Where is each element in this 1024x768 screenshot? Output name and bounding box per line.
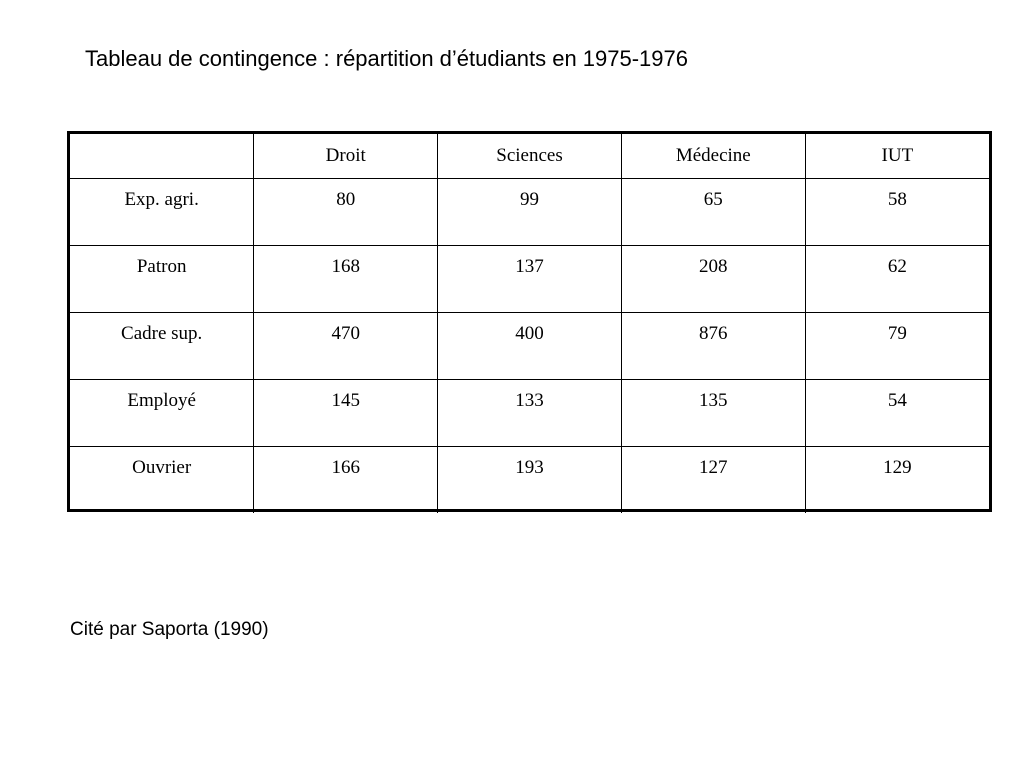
table-cell: 135 [621,379,805,446]
table-cell: 127 [621,446,805,513]
table-cell: 166 [254,446,438,513]
table-cell: 80 [254,178,438,245]
row-header: Employé [70,379,254,446]
table-cell: 208 [621,245,805,312]
table-row [70,446,989,513]
table-cell: 470 [254,312,438,379]
table-row [70,379,989,446]
table-row [70,245,989,312]
table-cell: 62 [805,245,989,312]
table-cell: 145 [254,379,438,446]
column-header: Sciences [438,134,622,178]
table-corner-cell [70,134,254,178]
column-header: IUT [805,134,989,178]
table-cell: 129 [805,446,989,513]
table-cell: 65 [621,178,805,245]
row-header: Ouvrier [70,446,254,513]
table-cell: 99 [438,178,622,245]
column-header: Médecine [621,134,805,178]
row-header: Patron [70,245,254,312]
table-cell: 58 [805,178,989,245]
source-caption: Cité par Saporta (1990) [70,619,269,640]
table-cell: 193 [438,446,622,513]
page-title: Tableau de contingence : répartition d’étudiants en 1975-1976 [85,46,689,71]
column-header: Droit [254,134,438,178]
row-header: Cadre sup. [70,312,254,379]
table-cell: 168 [254,245,438,312]
table-cell: 876 [621,312,805,379]
table-cell: 54 [805,379,989,446]
table-header-row [70,134,989,178]
table-cell: 79 [805,312,989,379]
row-header: Exp. agri. [70,178,254,245]
contingency-table-frame [67,131,992,512]
table-cell: 400 [438,312,622,379]
table-cell: 137 [438,245,622,312]
contingency-table [70,134,989,513]
table-row [70,178,989,245]
table-cell: 133 [438,379,622,446]
table-row [70,312,989,379]
